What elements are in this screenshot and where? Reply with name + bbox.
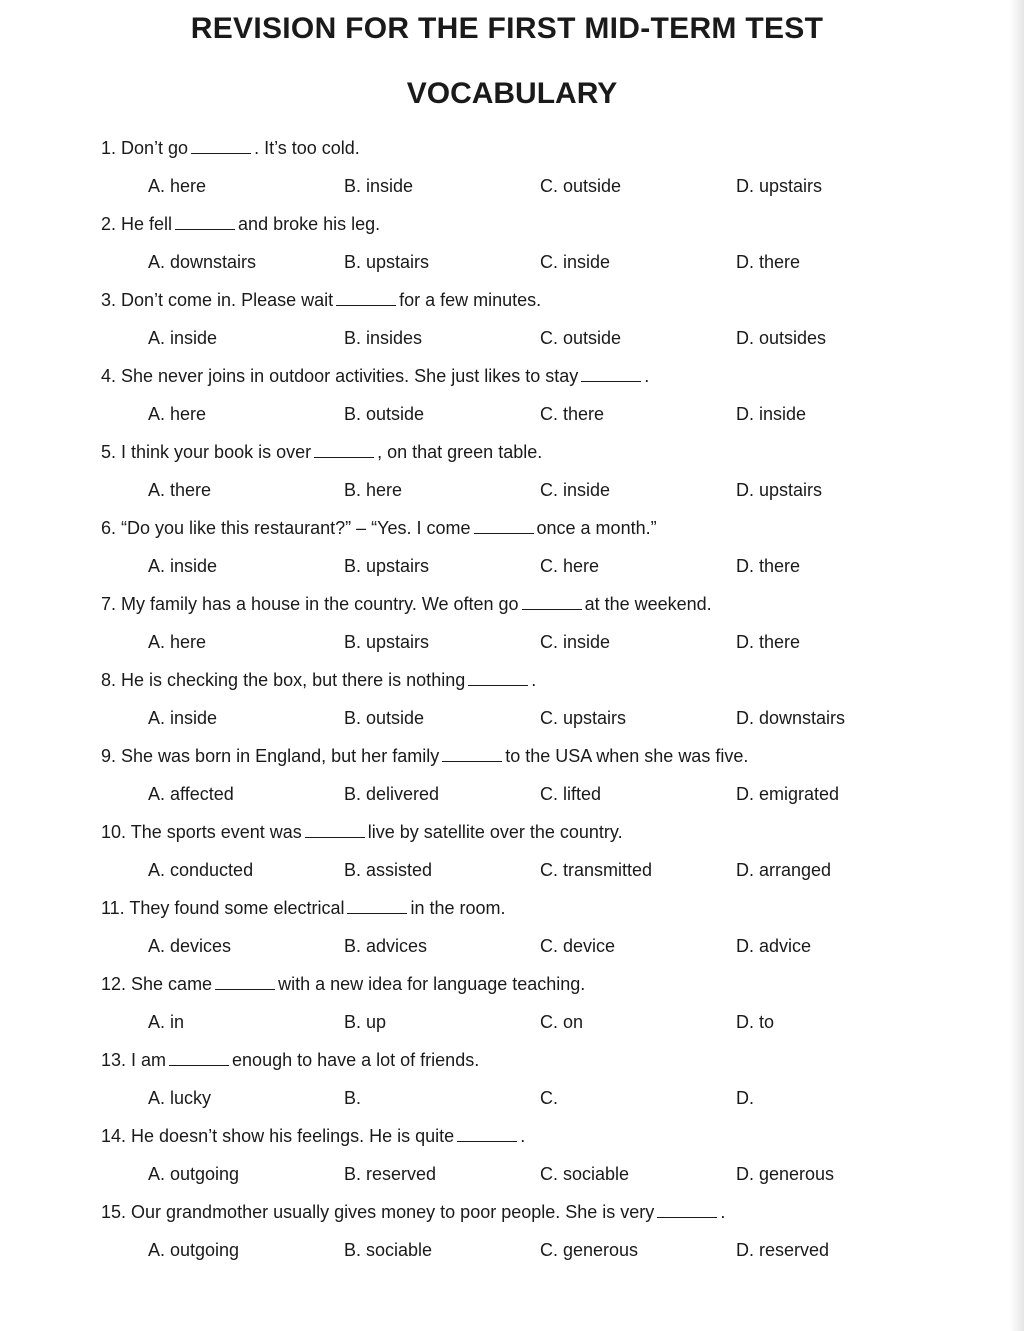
question-3 [0,284,1024,360]
stem-before: 7. My family has a house in the country. We often go [101,594,519,614]
answer-options [0,860,1024,886]
stem-before: 4. She never joins in outdoor activities. She just likes to stay [101,366,579,386]
option-d: D. outsides [736,328,827,348]
question-stem [101,898,506,919]
stem-before: 8. He is checking the box, but there is nothing [101,670,466,690]
option-d: D. upstairs [736,480,823,500]
answer-options [0,1240,1024,1266]
question-stem [101,290,541,311]
option-d: D. arranged [736,860,832,880]
stem-after: with a new idea for language teaching. [278,974,586,994]
option-b: B. upstairs [344,556,430,576]
question-list [0,132,1024,1272]
answer-blank [457,1127,517,1142]
stem-after: . [720,1202,726,1222]
answer-blank [474,519,534,534]
option-d: D. emigrated [736,784,840,804]
option-a: A. inside [148,328,218,348]
stem-before: 11. They found some electrical [101,898,345,918]
stem-after: . It’s too cold. [254,138,360,158]
option-c: C. device [540,936,616,956]
question-5 [0,436,1024,512]
question-stem [101,214,380,235]
stem-after: live by satellite over the country. [367,822,623,842]
option-a: A. in [148,1012,185,1032]
option-c: C. here [540,556,600,576]
question-14 [0,1120,1024,1196]
stem-before: 13. I am [101,1050,167,1070]
option-a: A. downstairs [148,252,257,272]
option-a: A. inside [148,556,218,576]
answer-blank [169,1051,229,1066]
answer-blank [314,443,374,458]
question-stem [101,1126,525,1147]
question-7 [0,588,1024,664]
question-stem [101,518,657,539]
option-c: C. generous [540,1240,639,1260]
question-4 [0,360,1024,436]
option-c: C. inside [540,480,611,500]
stem-before: 3. Don’t come in. Please wait [101,290,334,310]
question-stem [101,974,585,995]
option-b: B. advices [344,936,428,956]
answer-blank [175,215,235,230]
answer-blank [347,899,407,914]
stem-after: once a month.” [536,518,657,538]
answer-options [0,176,1024,202]
question-12 [0,968,1024,1044]
option-d: D. there [736,556,801,576]
question-13 [0,1044,1024,1120]
option-c: C. [540,1088,558,1108]
stem-after: . [520,1126,526,1146]
answer-options [0,1164,1024,1190]
option-a: A. here [148,176,207,196]
answer-options [0,480,1024,506]
option-b: B. inside [344,176,414,196]
option-d: D. advice [736,936,812,956]
option-c: C. outside [540,328,622,348]
stem-before: 2. He fell [101,214,173,234]
question-stem [101,1050,479,1071]
question-9 [0,740,1024,816]
option-b: B. reserved [344,1164,437,1184]
option-c: C. inside [540,632,611,652]
question-1 [0,132,1024,208]
stem-after: for a few minutes. [399,290,542,310]
option-a: A. outgoing [148,1164,240,1184]
option-b: B. assisted [344,860,433,880]
option-b: B. outside [344,708,425,728]
answer-options [0,556,1024,582]
question-8 [0,664,1024,740]
question-stem [101,138,360,159]
option-c: C. sociable [540,1164,630,1184]
question-2 [0,208,1024,284]
option-d: D. [736,1088,754,1108]
option-a: A. inside [148,708,218,728]
option-a: A. devices [148,936,232,956]
option-a: A. here [148,404,207,424]
answer-options [0,1012,1024,1038]
answer-options [0,936,1024,962]
question-15 [0,1196,1024,1272]
stem-before: 10. The sports event was [101,822,302,842]
question-stem [101,822,623,843]
stem-after: and broke his leg. [238,214,381,234]
question-10 [0,816,1024,892]
stem-before: 9. She was born in England, but her family [101,746,440,766]
section-heading: VOCABULARY [406,77,618,110]
question-6 [0,512,1024,588]
stem-after: enough to have a lot of friends. [232,1050,480,1070]
option-c: C. outside [540,176,622,196]
question-stem [101,366,649,387]
answer-options [0,708,1024,734]
answer-blank [215,975,275,990]
stem-before: 6. “Do you like this restaurant?” – “Yes. I come [101,518,471,538]
option-b: B. insides [344,328,423,348]
option-a: A. there [148,480,212,500]
option-d: D. generous [736,1164,835,1184]
option-c: C. there [540,404,605,424]
option-b: B. upstairs [344,252,430,272]
answer-options [0,252,1024,278]
answer-blank [336,291,396,306]
stem-after: , on that green table. [377,442,543,462]
option-d: D. there [736,632,801,652]
stem-before: 15. Our grandmother usually gives money to poor people. She is very [101,1202,655,1222]
option-a: A. here [148,632,207,652]
option-a: A. outgoing [148,1240,240,1260]
answer-blank [657,1203,717,1218]
answer-blank [468,671,528,686]
option-b: B. delivered [344,784,440,804]
question-stem [101,1202,725,1223]
answer-blank [305,823,365,838]
answer-blank [442,747,502,762]
stem-after: at the weekend. [584,594,712,614]
option-d: D. downstairs [736,708,846,728]
option-d: D. reserved [736,1240,830,1260]
option-b: B. sociable [344,1240,433,1260]
answer-options [0,1088,1024,1114]
stem-before: 12. She came [101,974,213,994]
stem-after: . [531,670,537,690]
question-stem [101,746,748,767]
answer-blank [581,367,641,382]
option-d: D. inside [736,404,807,424]
page-title: REVISION FOR THE FIRST MID-TERM TEST [190,12,824,45]
question-stem [101,594,712,615]
answer-options [0,632,1024,658]
option-d: D. there [736,252,801,272]
answer-options [0,328,1024,354]
option-b: B. [344,1088,362,1108]
option-d: D. upstairs [736,176,823,196]
question-11 [0,892,1024,968]
stem-after: in the room. [410,898,506,918]
stem-before: 5. I think your book is over [101,442,312,462]
option-c: C. inside [540,252,611,272]
answer-options [0,404,1024,430]
option-d: D. to [736,1012,775,1032]
option-b: B. upstairs [344,632,430,652]
option-c: C. upstairs [540,708,627,728]
option-a: A. affected [148,784,234,804]
stem-after: to the USA when she was five. [505,746,749,766]
stem-before: 1. Don’t go [101,138,189,158]
option-b: B. outside [344,404,425,424]
option-c: C. on [540,1012,584,1032]
answer-blank [522,595,582,610]
question-stem [101,670,536,691]
stem-before: 14. He doesn’t show his feelings. He is quite [101,1126,455,1146]
option-b: B. up [344,1012,387,1032]
option-a: A. conducted [148,860,254,880]
answer-options [0,784,1024,810]
option-c: C. lifted [540,784,602,804]
question-stem [101,442,542,463]
option-c: C. transmitted [540,860,653,880]
option-b: B. here [344,480,403,500]
stem-after: . [644,366,650,386]
answer-blank [191,139,251,154]
option-a: A. lucky [148,1088,212,1108]
